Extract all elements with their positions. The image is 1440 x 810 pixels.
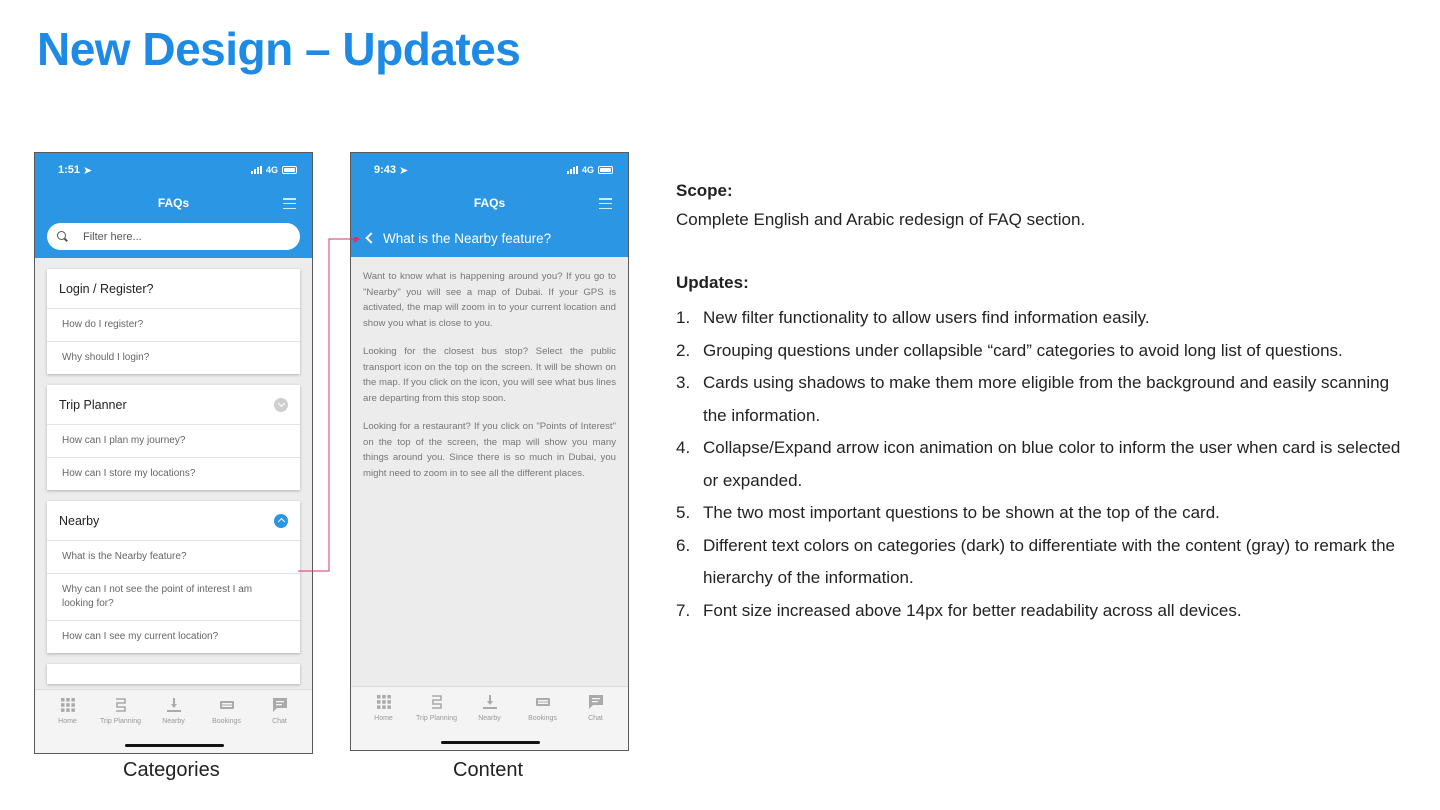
tab-label: Chat [272,718,287,725]
faq-question[interactable]: How do I register? [47,309,300,342]
update-item: 1. New filter functionality to allow users find information easily. [676,308,1150,327]
search-input[interactable] [83,231,263,243]
search-icon [57,231,68,242]
tab-label: Chat [588,715,603,722]
categories-phone-screen [34,152,313,754]
card-title: Trip Planner [59,397,127,412]
tab-label: Home [374,715,393,722]
update-item: 7. Font size increased above 14px for better readability across all devices. [676,600,1242,620]
status-bar [35,153,312,187]
faq-question[interactable]: Why can I not see the point of interest I am looking for? [47,574,300,621]
search-box[interactable] [47,223,300,250]
location-pin-icon [165,696,183,714]
tab-nearby[interactable] [464,693,516,722]
home-indicator [125,744,224,747]
design-notes [676,181,1406,627]
faq-card-partial[interactable] [47,664,300,684]
nav-bar [351,187,628,219]
ticket-icon [218,696,236,714]
home-indicator [441,741,540,744]
page-title: FAQs [157,196,190,210]
nav-bar [35,187,312,219]
back-chevron-icon[interactable] [365,232,376,243]
signal-icon [251,166,262,174]
ticket-icon [534,693,552,711]
update-item: 3. Cards using shadows to make them more eligible from the background and easily scanning the information. [676,373,1390,425]
tab-bookings[interactable] [517,693,569,722]
answer-paragraph: Looking for a restaurant? If you click on "Points of Interest" on the top of the screen, the map will show you many things around you. Since there is so much in Dubai, you might need to zoom in to see all the different places. [363,421,616,479]
page-title: FAQs [473,196,506,210]
chat-bubble-icon [587,693,605,711]
tab-label: Bookings [212,718,241,725]
categories-caption: Categories [123,759,220,781]
tab-chat[interactable] [254,696,306,725]
card-title: Login / Register? [59,281,154,296]
slide-title: New Design – Updates [37,23,521,75]
chat-bubble-icon [271,696,289,714]
grid-icon [375,693,393,711]
location-pin-icon [481,693,499,711]
updates-list [676,302,1406,627]
question-header [351,219,628,257]
battery-icon [598,166,613,174]
expand-chevron-icon[interactable] [274,398,288,412]
card-header[interactable] [47,385,300,425]
menu-icon[interactable] [283,198,296,209]
tab-bar [35,689,312,753]
content-caption: Content [453,759,524,781]
signal-icon [567,166,578,174]
update-item: 4. Collapse/Expand arrow icon animation on blue color to inform the user when card is selected or expanded. [676,438,1401,490]
flow-connector-arrow [296,237,366,577]
status-time: 1:51 [58,164,81,176]
update-item: 2. Grouping questions under collapsible “card” categories to avoid long list of questions. [676,340,1343,360]
tab-trip-planning[interactable] [95,696,147,725]
collapse-chevron-icon[interactable] [274,514,288,528]
faq-question[interactable]: How can I plan my journey? [47,425,300,458]
tab-home[interactable] [42,696,94,725]
answer-paragraph: Looking for the closest bus stop? Select the public transport icon on the top on the screen. It will be shown on the map. If you click on the icon, you will see what bus lines are departing from this stop soon. [363,346,616,404]
update-item: 6. Different text colors on categories (dark) to differentiate with the content (gray) to remark the hierarchy of the information. [676,535,1395,587]
network-label: 4G [265,165,278,175]
tab-label: Nearby [478,715,501,722]
tab-label: Nearby [162,718,185,725]
search-bar [35,219,312,258]
menu-icon[interactable] [599,198,612,209]
location-arrow-icon: ➤ [83,164,93,177]
status-bar [351,153,628,187]
tab-chat[interactable] [570,693,622,722]
answer-content [351,257,628,481]
faq-question[interactable]: How can I store my locations? [62,468,196,479]
grid-icon [59,696,77,714]
route-icon [428,693,446,711]
faq-card-trip-planner[interactable] [47,385,300,490]
card-header[interactable] [47,501,300,541]
faq-card-list [35,258,312,684]
content-phone-screen [350,152,629,751]
tab-label: Bookings [528,715,557,722]
battery-icon [282,166,297,174]
tab-label: Trip Planning [416,715,457,722]
update-item: 5. The two most important questions to be shown at the top of the card. [676,503,1220,522]
tab-label: Home [58,718,77,725]
answer-paragraph: Want to know what is happening around you? If you go to "Nearby" you will see a map of Dubai. If your GPS is activated, the map will zoom in to your current location and show you what is close to you. [363,271,616,329]
card-header[interactable] [47,269,300,309]
faq-question[interactable]: Why should I login? [62,352,150,363]
faq-question[interactable]: How can I see my current location? [62,631,219,642]
tab-bar [351,686,628,750]
card-title: Nearby [59,513,100,528]
tab-label: Trip Planning [100,718,141,725]
tab-bookings[interactable] [201,696,253,725]
faq-card-nearby[interactable] [47,501,300,653]
tab-trip-planning[interactable] [411,693,463,722]
question-title: What is the Nearby feature? [383,230,552,246]
updates-heading: Updates: [676,273,749,292]
tab-home[interactable] [358,693,410,722]
faq-question[interactable]: What is the Nearby feature? [47,541,300,574]
status-time: 9:43 [374,164,397,176]
location-arrow-icon: ➤ [399,164,409,177]
scope-text: Complete English and Arabic redesign of FAQ section. [676,210,1086,229]
scope-heading: Scope: [676,181,733,200]
network-label: 4G [581,165,594,175]
faq-card-login[interactable] [47,269,300,374]
route-icon [112,696,130,714]
tab-nearby[interactable] [148,696,200,725]
